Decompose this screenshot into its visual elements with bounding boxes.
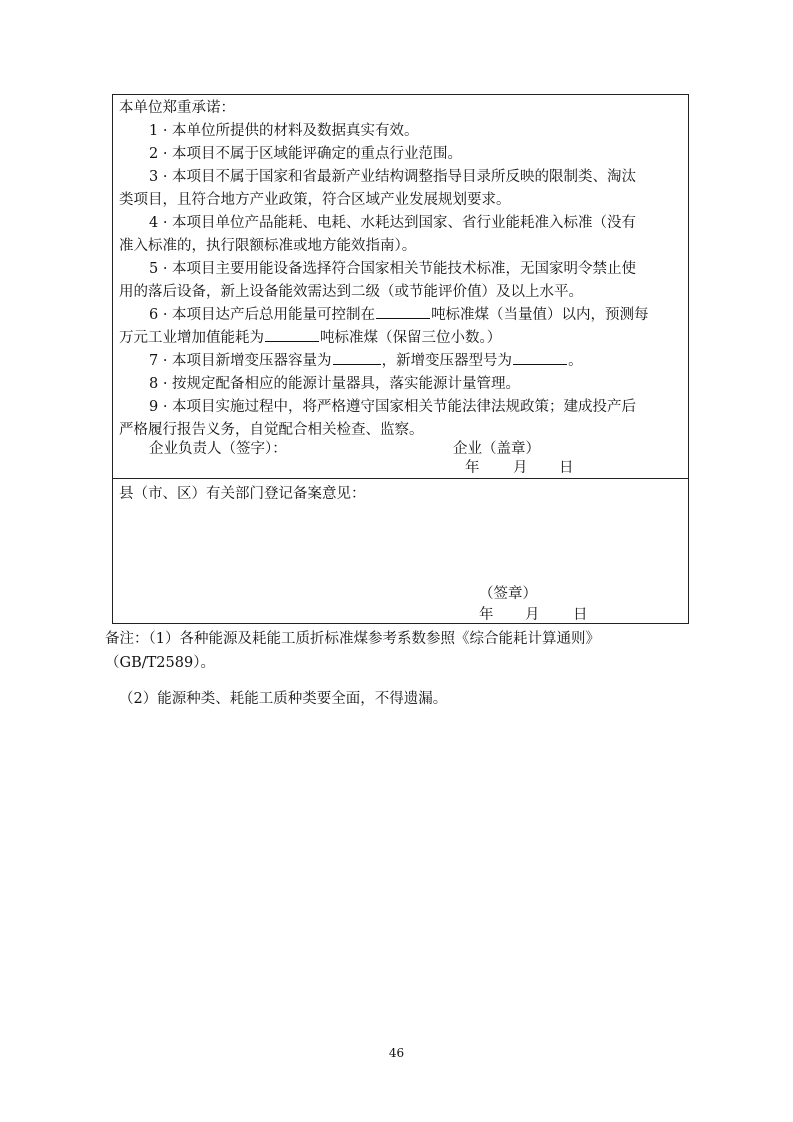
pledge-item-1: 1 · 本单位所提供的材料及数据真实有效。 bbox=[149, 123, 419, 139]
county-opinion-section bbox=[112, 478, 689, 624]
county-seal-label: （签章） bbox=[479, 586, 537, 602]
pledge-item-7 bbox=[149, 350, 583, 372]
pledge-item-6-text-d: 吨标准煤（保留三位小数。） bbox=[320, 330, 502, 346]
county-opinion-title: 县（市、区）有关部门登记备案意见： bbox=[119, 486, 366, 502]
county-date-day: 日 bbox=[573, 607, 588, 623]
transformer-capacity-blank[interactable] bbox=[333, 350, 381, 365]
pledge-item-5-line1: 5 · 本项目主要用能设备选择符合国家相关节能技术标准，无国家明令禁止使 bbox=[149, 261, 637, 277]
pledge-item-9-line2: 严格履行报告义务，自觉配合相关检查、监察。 bbox=[119, 422, 424, 438]
notes-line-1: 备注：（1）各种能源及耗能工质折标准煤参考系数参照《综合能耗计算通则》 bbox=[105, 631, 600, 647]
pledge-item-5-line2: 用的落后设备，新上设备能效需达到二级（或节能评价值）及以上水平。 bbox=[119, 284, 583, 300]
pledge-item-7-text-c: 。 bbox=[568, 353, 583, 369]
pledge-item-6-line1 bbox=[149, 304, 649, 326]
page-number: 46 bbox=[388, 1046, 405, 1060]
company-seal-label: 企业（盖章） bbox=[453, 441, 540, 457]
pledge-date-day: 日 bbox=[559, 460, 574, 476]
county-date-year: 年 bbox=[479, 607, 494, 623]
pledge-item-7-text-a: 7 · 本项目新增变压器容量为 bbox=[149, 353, 332, 369]
pledge-item-6-text-a: 6 · 本项目达产后总用能量可控制在 bbox=[149, 307, 376, 323]
county-date-month: 月 bbox=[525, 607, 540, 623]
pledge-item-6-text-b: 吨标准煤（当量值）以内，预测每 bbox=[431, 307, 649, 323]
pledge-item-3-line1: 3 · 本项目不属于国家和省最新产业结构调整指导目录所反映的限制类、淘汰 bbox=[149, 169, 637, 185]
total-energy-blank[interactable] bbox=[376, 304, 430, 319]
pledge-date-year: 年 bbox=[465, 460, 480, 476]
pledge-header: 本单位郑重承诺： bbox=[119, 100, 235, 116]
pledge-item-4-line1: 4 · 本项目单位产品能耗、电耗、水耗达到国家、省行业能耗准入标准（没有 bbox=[149, 215, 637, 231]
pledge-item-3-line2: 类项目，且符合地方产业政策，符合区域产业发展规划要求。 bbox=[119, 192, 511, 208]
pledge-item-7-text-b: ，新增变压器型号为 bbox=[381, 353, 513, 369]
legal-rep-signature-label: 企业负责人（签字）： bbox=[149, 441, 287, 457]
pledge-section bbox=[112, 94, 689, 479]
pledge-item-6-text-c: 万元工业增加值能耗为 bbox=[119, 330, 264, 346]
notes-line-2: （GB/T2589）。 bbox=[105, 655, 215, 671]
pledge-item-4-line2: 准入标准的，执行限额标准或地方能效指南）。 bbox=[119, 238, 417, 254]
energy-intensity-blank[interactable] bbox=[265, 327, 319, 342]
transformer-model-blank[interactable] bbox=[513, 350, 567, 365]
pledge-item-6-line2 bbox=[119, 327, 501, 349]
pledge-item-9-line1: 9 · 本项目实施过程中，将严格遵守国家相关节能法律法规政策；建成投产后 bbox=[149, 399, 637, 415]
pledge-item-8: 8 · 按规定配备相应的能源计量器具，落实能源计量管理。 bbox=[149, 376, 521, 392]
notes-line-3: （2）能源种类、耗能工质种类要全面，不得遗漏。 bbox=[119, 691, 448, 707]
pledge-item-2: 2 · 本项目不属于区域能评确定的重点行业范围。 bbox=[149, 146, 463, 162]
pledge-date-month: 月 bbox=[513, 460, 528, 476]
